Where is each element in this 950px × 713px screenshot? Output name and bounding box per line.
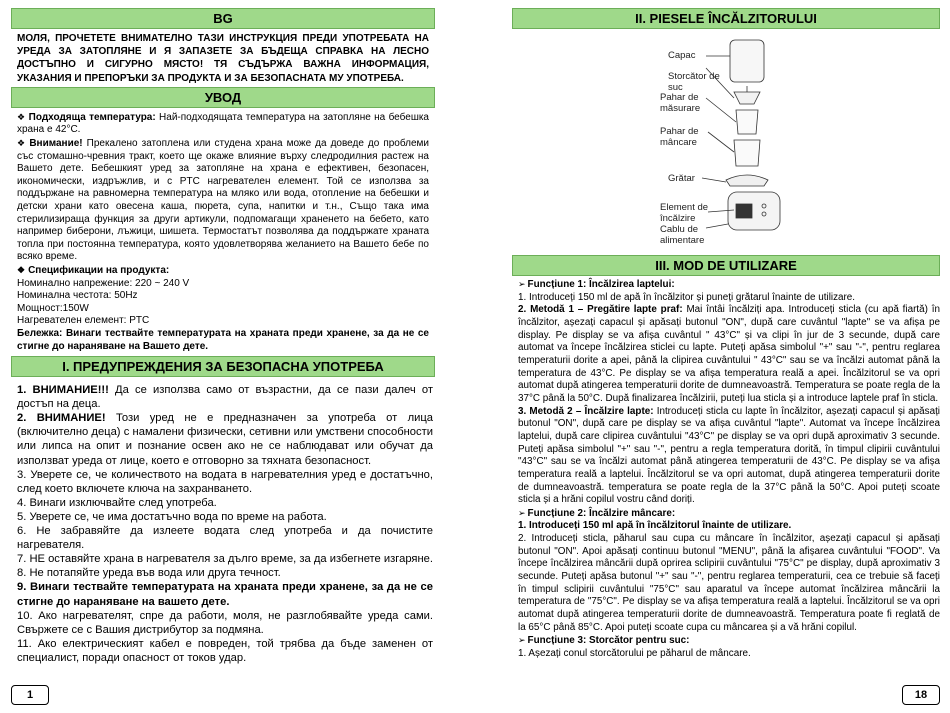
- warmer-illustration: [512, 34, 940, 232]
- safety-item: 9. Винаги тествайте температурата на храната преди хранене, за да не се стигне до нараняване на вашето дете.: [17, 581, 433, 608]
- spec-power: Мощност:150W: [17, 302, 89, 314]
- section-title-usage: III. MOD DE UTILIZARE: [512, 255, 940, 276]
- safety-item: 10. Ако нагревателят, спре да работи, моля, не разглобявайте уреда сами. Свържете се с Вашия дистрибутор за подмяна.: [17, 609, 433, 636]
- part-label: Element de încălzire: [660, 202, 709, 224]
- page-number-left: 1: [11, 685, 49, 705]
- part-label: Pahar de mâncare: [660, 126, 699, 148]
- section-title-intro: УВОД: [11, 87, 435, 108]
- usage-section: [512, 276, 940, 661]
- safety-item: 4. Винаги изключвайте след употреба.: [17, 496, 217, 509]
- spec-frequency: Номинална честота: 50Hz: [17, 290, 138, 302]
- safety-item: 3. Уверете се, че количеството на водата в нагревателния уред е достатъчно, след което включете ключа на захранването.: [17, 468, 433, 495]
- page-number-right: 18: [902, 685, 940, 705]
- usage-item: 1. Introduceți 150 ml de apă în încălzitor și puneți grătarul înainte de utilizare.: [518, 291, 856, 303]
- safety-item: 6. Не забравяйте да излеете водата след употреба и да почистите нагревателя.: [17, 525, 433, 552]
- usage-item: 1. Așezați conul storcătorului pe păharul de mâncare.: [518, 648, 751, 660]
- section-title-safety: I. ПРЕДУПРЕЖДЕНИЯ ЗА БЕЗОПАСНА УПОТРЕБА: [11, 356, 435, 377]
- intro-section: [11, 108, 435, 353]
- usage-item: 2. Metodă 1 – Pregătire lapte praf: Mai întâi încălziți apa. Introduceți sticla (cu apă fiartă) în încălzitor, așezați capacul și apăsați butonul "ON", după care cuvântul "lapte" se va afișa pe display. Pe display se va afișa cuvântul " 43°C" și va clipi în jur de 3 secunde, după care automat va începe încălzirea sticlei cu lapte. Puteți apăsa simbolul "+" sau "-", pentru reglarea temperaturii dorite a apei, până la clipirea cuvântului " 43°C" sau se va încălzi automat până la temperatura de 43°C. Pe display se va afișa temperatura reală a apei. Încălzitorul se va opri automat după atingerea temperaturii dorite de dumneavoastră. Temperatura se poate regla de la 37°C până la 50°C. După finalizarea încălzirii, puteți lua sticla și a introduce laptele praf în sticla.: [518, 304, 940, 404]
- intro-warning: МОЛЯ, ПРОЧЕТЕТЕ ВНИМАТЕЛНО ТАЗИ ИНСТРУКЦИЯ ПРЕДИ УПОТРЕБАТА НА УРЕДА ЗА ЗАТОПЛЯНЕ И Я ЗАПАЗЕТЕ ЗА БЪДЕЩА СПРАВКА НА ЛЕСНО ДОСТЪПНО И СИГУРНО МЯСТО! ТЯ СЪДЪРЖА ВАЖНА ИНФОРМАЦИЯ, УКАЗАНИЯ И ПРЕПОРЪКИ ЗА ПРОДУКТА И ЗА БЕЗОПАСНАТА МУ УПОТРЕБА.: [17, 33, 429, 84]
- part-label: Storcător de suc: [668, 71, 720, 93]
- safety-item: 7. НЕ оставяйте храна в нагревателя за дълго време, за да избегнете изгаряне.: [17, 553, 433, 566]
- safety-item: 5. Уверете се, че има достатъчно вода по време на работа.: [17, 510, 327, 523]
- left-page: [11, 8, 435, 665]
- part-label: Cablu de alimentare: [660, 224, 705, 246]
- note: Бележка: Винаги тествайте температурата на храната преди хранене, за да не се стигне до нараняване на Вашето дете.: [17, 327, 429, 352]
- safety-item: 1. ВНИМАНИЕ!!! Да се използва само от възрастни, да се пази далеч от достъп на деца.: [17, 384, 433, 411]
- usage-item: 1. Introduceți 150 ml apă în încălzitorul înainte de utilizare.: [518, 520, 792, 532]
- usage-item: ➢ Funcțiune 3: Storcător pentru suc:: [518, 634, 940, 648]
- temperature-paragraph: ❖ Подходяща температура: Най-подходящата температура на затопляне на бебешка храна е 42°C.: [17, 111, 429, 137]
- spec-label: ❖ Спецификации на продукта:: [17, 264, 429, 278]
- usage-item: 2. Introduceți sticla, păharul sau cupa cu mâncare în încălzitor, așezați capacul și apăsați butonul "ON". Apoi apăsați continuu butonul "MENU", până la afișarea cuvântului "FOOD". Va începe încălzirea mâncării după oprirea sclipirii cuvântului "75°C" pe display, după aproximativ 3 secunde. Puteți apăsa butonul "+" sau "-", pentru reglarea temperaturii, cea ce trebuie să faceți în timpul sclipirii cuvântului "75°C" sau aparatul va începe automat încălzirea mâncării la temperatura de "75°C". Pe display se va afișa temperatura reală a laptelui. Încălzitorul se va opri automat după atingerea temperaturii dorite de dumneavoastră. Temperatura poate fi reglată de la 65°C până 85°C. Apoi puteți scoate cupa cu mâncarea și a vă hrăni copilul.: [518, 533, 940, 633]
- usage-item: ➢ Funcțiune 1: Încălzirea laptelui:: [518, 278, 940, 292]
- part-label: Grătar: [668, 173, 695, 184]
- part-label: Capac: [668, 50, 696, 61]
- parts-diagram: [512, 34, 940, 246]
- spec-voltage: Номинално напрежение: 220 ~ 240 V: [17, 277, 190, 289]
- spec-heating-element: Нагревателен елемент: PTC: [17, 315, 150, 327]
- part-label: Pahar de măsurare: [660, 92, 701, 114]
- usage-item: ➢ Funcțiune 2: Încălzire mâncare:: [518, 507, 940, 521]
- safety-item: 8. Не потапяйте уреда във вода или друга течност.: [17, 567, 281, 580]
- attention-paragraph: ❖ Внимание! Прекалено затоплена или студена храна може да доведе до проблеми със стомашно-чревния тракт, което ще окаже влияние върху следродилния растеж на Вашето дете. Бебешкият уред за затопляне на храна е ефективен, безопасен, икономически, издръжлив, и с PTC нагревателен елемент. Той се използва за поддържане на равномерна температура на мляко или вода, отопление на бебешки и детски храни като овесена каша, пюрета, супа, напитки и т.н., Също така има стерилизираща функция за други артикули, подпомагащи храненето на бебето, като например биберони, лъжици, шишета. Термостатът позволява да поддържате храната топла при постоянна температура, която удовлетворява желанието на Вашето бебе по всяко време.: [17, 137, 429, 264]
- usage-item: 3. Metodă 2 – Încălzire lapte: Introduceți sticla cu lapte în încălzitor, așezați capacul și apăsați butonul "ON", după care pe display se va afișa cuvântul "lapte". Automat va începe încălzirea laptelui, după care clipirea cuvântului "43°C" pe display se va opri după aproximativ 3 secunde. Puteți apăsa simbolul "+" sau "-", pentru a regla temperatura dorită, în timpul clipirii cuvântului "43°C" sau se va încălzi automat până atingerea temperaturii de 43°C. Pe display se va afișa temperatura reală a laptelui. Încălzitorul se va opri automat, după atingerea temperaturii dorite de dumneavoastră. temperatura se poate regla de la 37°C până la 50°C. Apoi puteți scoate sticla și a hrăni copilul vostru când doriți.: [518, 405, 941, 506]
- safety-list: [11, 377, 435, 665]
- safety-item: 2. ВНИМАНИЕ! Този уред не е предназначен за употреба от лица (включително деца) с намалени физически, сетивни или умствени способности или липса на опит и познание освен ако не се наблюдават или обучат да използват уреда от лице, което е отговорно за тяхната безопасност.: [17, 412, 433, 467]
- language-header: BG: [11, 8, 435, 29]
- section-title-parts: II. PIESELE ÎNCĂLZITORULUI: [512, 8, 940, 29]
- safety-item: 11. Ако електрическият кабел е повреден, той трябва да бъде заменен от специалист, поради опасност от токов удар.: [17, 637, 433, 664]
- right-page: [512, 8, 940, 661]
